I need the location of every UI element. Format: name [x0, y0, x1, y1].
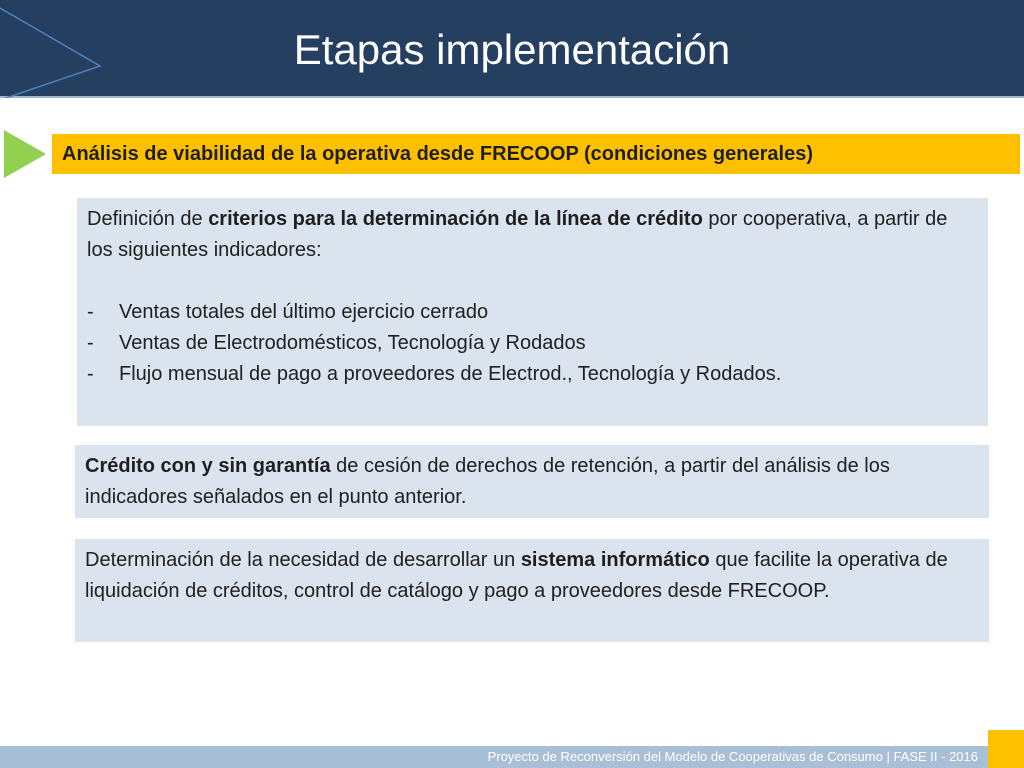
title-bar — [0, 0, 1024, 98]
credit-guarantee-box — [75, 445, 989, 518]
list-item: - Flujo mensual de pago a proveedores de Electrod., Tecnología y Rodados. — [87, 363, 782, 385]
footer-bar — [0, 746, 988, 768]
play-arrow-icon — [4, 130, 48, 178]
system-box — [75, 539, 989, 642]
criteria-intro: Definición de criterios para la determinación de la línea de crédito por cooperativa, a partir de los siguientes indicadores: — [87, 208, 948, 261]
credit-guarantee-text: Crédito con y sin garantía de cesión de derechos de retención, a partir del análisis de los indicadores señalados en el punto anterior. — [85, 455, 890, 508]
indicator-list — [87, 297, 978, 390]
system-text: Determinación de la necesidad de desarrollar un sistema informático que facilite la operativa de liquidación de créditos, control de catálogo y pago a proveedores desde FRECOOP. — [85, 549, 948, 602]
footer-text: Proyecto de Reconversión del Modelo de Cooperativas de Consumo | FASE II - 2016 — [487, 749, 978, 764]
criteria-box — [77, 198, 988, 426]
list-item: - Ventas de Electrodomésticos, Tecnología y Rodados — [87, 332, 586, 354]
corner-accent — [988, 730, 1024, 768]
slide-title: Etapas implementación — [293, 26, 731, 73]
list-item: - Ventas totales del último ejercicio cerrado — [87, 301, 489, 323]
section-banner: Análisis de viabilidad de la operativa desde FRECOOP (condiciones generales) — [52, 134, 1020, 174]
